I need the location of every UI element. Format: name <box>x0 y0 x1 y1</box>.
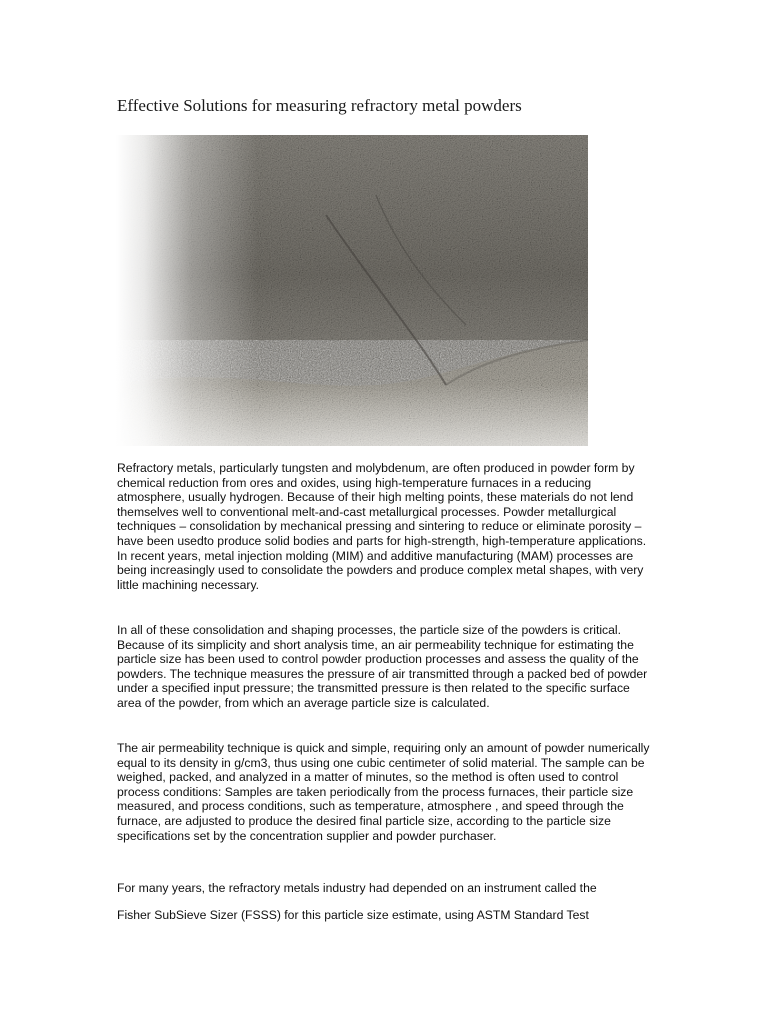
paragraph-3: The air permeability technique is quick and simple, requiring only an amount of powder numerically equal to its density in g/cm3, thus using one cubic centimeter of solid material. The sample can be weighed, packed, and analyzed in a matter of minutes, so the method is often used to control process conditions: Samples are taken periodically from the process furnaces, their particle size measured, and process conditions, such as temperature, atmosphere , and speed through the furnace, are adjusted to produce the desired final particle size, according to the particle size specifications set by the concentration supplier and powder purchaser. <box>117 741 650 843</box>
paragraph-5: Fisher SubSieve Sizer (FSSS) for this particle size estimate, using ASTM Standard Test <box>117 908 589 922</box>
paragraph-4: For many years, the refractory metals industry had depended on an instrument called the <box>117 881 597 895</box>
photo-edge-fade <box>116 135 588 446</box>
document-title: Effective Solutions for measuring refractory metal powders <box>117 96 522 115</box>
paragraph-1: Refractory metals, particularly tungsten and molybdenum, are often produced in powder form by chemical reduction from ores and oxides, using high-temperature furnaces in a reducing atmosphere, usually hydrogen. Because of their high melting points, these materials do not lend themselves well to conventional melt-and-cast metallurgical processes. Powder metallurgical techniques – consolidation by mechanical pressing and sintering to reduce or eliminate porosity – have been usedto produce solid bodies and parts for high-strength, high-temperature applications. In recent years, metal injection molding (MIM) and additive manufacturing (MAM) processes are being increasingly used to consolidate the powders and produce complex metal shapes, with very little machining necessary. <box>117 461 647 592</box>
paragraph-2: In all of these consolidation and shaping processes, the particle size of the powders is critical. Because of its simplicity and short analysis time, an air permeability technique for estimating the particle size has been used to control powder production processes and assess the quality of the powders. The technique measures the pressure of air transmitted through a packed bed of powder under a specified input pressure; the transmitted pressure is then related to the specific surface area of the powder, from which an average particle size is calculated. <box>117 623 648 710</box>
metal-powder-photo <box>116 135 588 446</box>
